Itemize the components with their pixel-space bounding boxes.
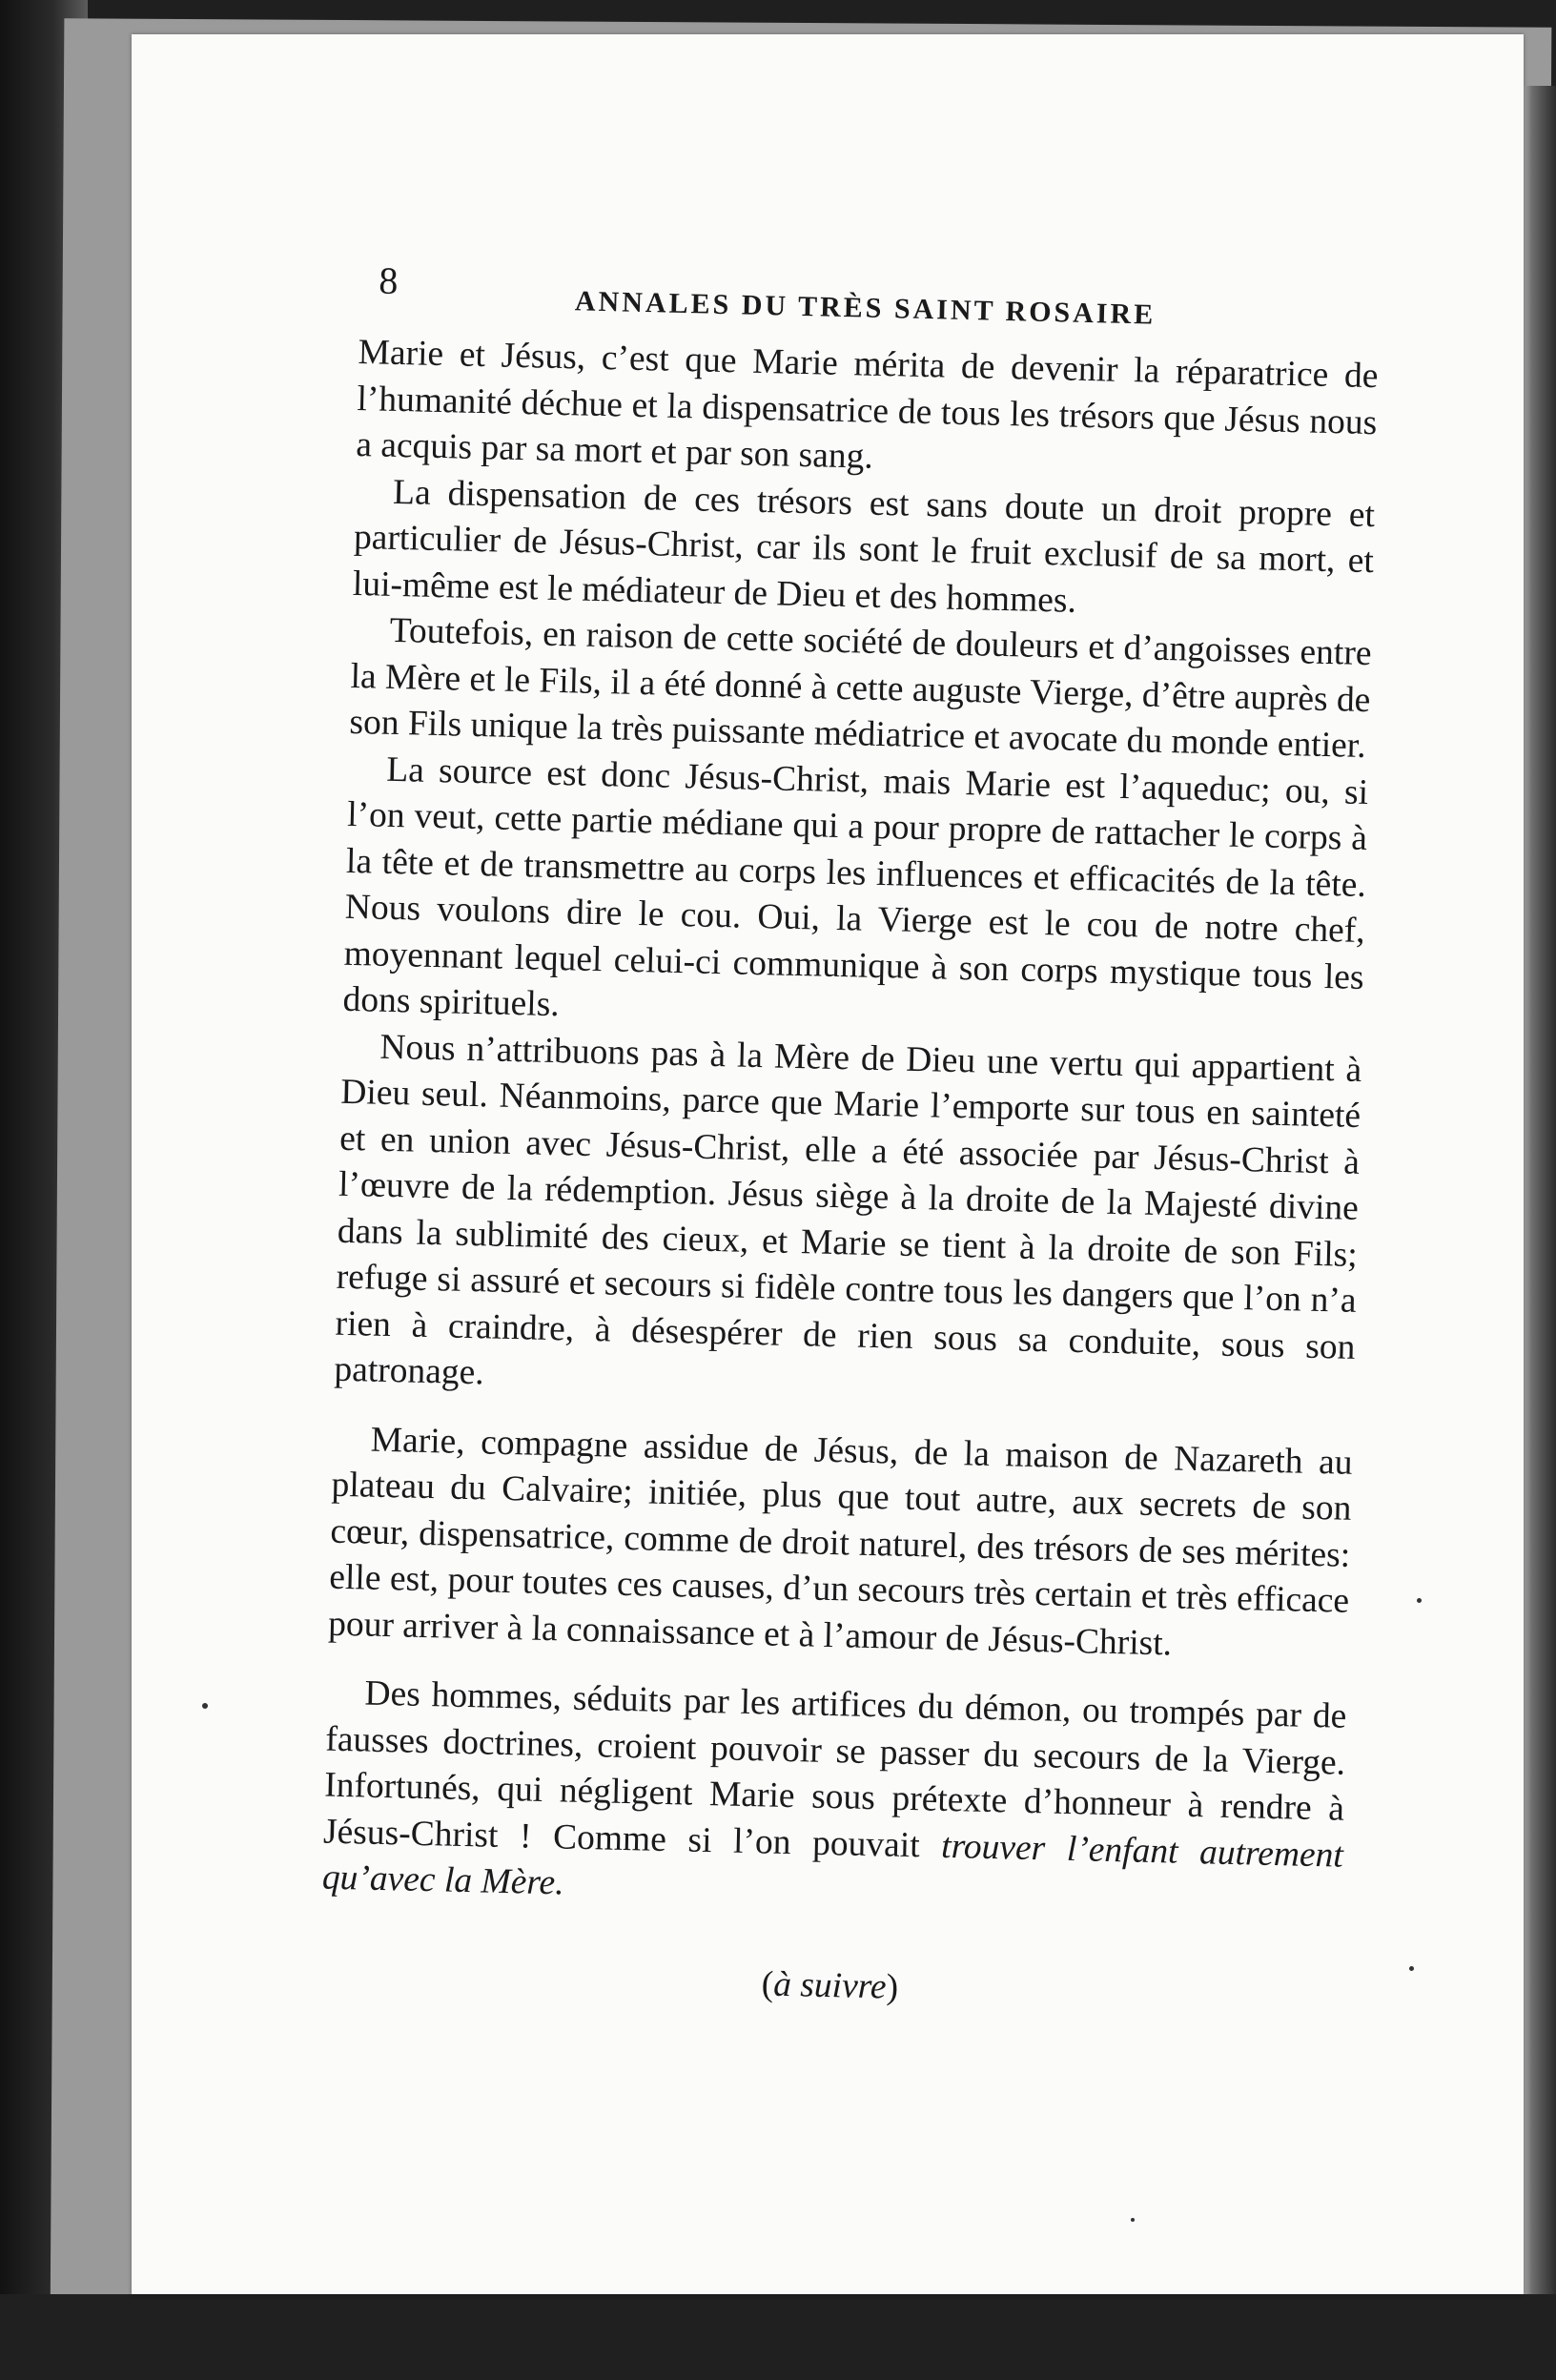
paragraph-text: Marie, compagne assidue de Jésus, de la maison de Nazareth au plateau du Calvaire; initiée, plus que tout autre, aux secrets de son cœur, dispensatrice, comme de droit naturel, des trésors de ses mérites: elle est, pour toutes ces causes, d’un secours très certain et très efficace pour arriver à la connaissance et à l’amour de Jésus-Christ. (327, 1420, 1353, 1663)
continuation-open-paren: ( (761, 1963, 774, 2004)
italic-phrase: trouver l’enfant autrement qu’avec la Mère. (321, 1826, 1344, 1903)
continuation-label: à suivre (772, 1964, 888, 2006)
paragraph-text: Toutefois, en raison de cette société de douleurs et d’angoisses entre la Mère et le Fils, il a été donné à cette auguste Vierge, d’être auprès de son Fils unique la très puissante médiatrice et avocate du monde entier. (349, 610, 1372, 766)
running-title: ANNALES DU TRÈS SAINT ROSAIRE (574, 285, 1157, 331)
paragraph-text: Marie et Jésus, c’est que Marie mérita de devenir la réparatrice de l’humanité déchue et la dispensatrice de tous les trésors que Jésus nous a acquis par sa mort et par son sang. (355, 332, 1379, 477)
paragraph-text: Nous n’attribuons pas à la Mère de Dieu une vertu qui appartient à Dieu seul. Néanmoins, parce que Marie l’emporte sur tous en sainteté et en union avec Jésus-Christ, elle a été associée par Jésus-Christ à l’œuvre de la rédemption. Jésus siège à la droite de la Majesté divine dans la sublimité des cieux, et Marie se tient à la droite de son Fils; refuge si assuré et secours si fidèle contre tous les dangers que l’on n’a rien à craindre, à désespérer de rien sous sa conduite, sous son patronage. (334, 1027, 1362, 1393)
ink-speck (1417, 1598, 1422, 1603)
paragraph-2 (352, 468, 1375, 631)
paragraph-text: La source est donc Jésus-Christ, mais Marie est l’aqueduc; ou, si l’on veut, cette partie médiane qui a pour propre de rattacher le corps à la tête et de transmettre au corps les influences et efficacités de la tête. Nous voulons dire le cou. Oui, la Vierge est le cou de notre chef, moyennant lequel celui-ci communique à son corps mystique tous les dons spirituels. (342, 749, 1369, 1025)
paragraph-text: La dispensation de ces trésors est sans doute un droit propre et particulier de Jésus-Christ, car ils sont le fruit exclusif de sa mort, et lui-même est le médiateur de Dieu et des hommes. (352, 472, 1376, 621)
paragraph-7 (321, 1671, 1346, 1926)
paragraph-4 (342, 746, 1369, 1047)
paragraph-6 (328, 1416, 1353, 1672)
ink-speck (1131, 2218, 1135, 2222)
page-text-block (319, 257, 1381, 2018)
bottom-margin-band (0, 2294, 1556, 2380)
page-number: 8 (378, 258, 399, 302)
paragraph-5 (334, 1023, 1362, 1417)
paragraph-text: Des hommes, séduits par les artifices du démon, ou trompés par de fausses doctrines, croient pouvoir se passer du secours de la Vierge. Infortunés, qui négligent Marie sous prétexte d’honneur à rendre à Jésus-Christ ! Comme si l’on pouvait (322, 1673, 1347, 1866)
continuation-close-paren: ) (886, 1967, 899, 2007)
ink-speck (1409, 1966, 1414, 1971)
paragraph-3 (349, 607, 1372, 770)
paragraph-1 (356, 330, 1379, 493)
ink-speck (202, 1703, 208, 1709)
